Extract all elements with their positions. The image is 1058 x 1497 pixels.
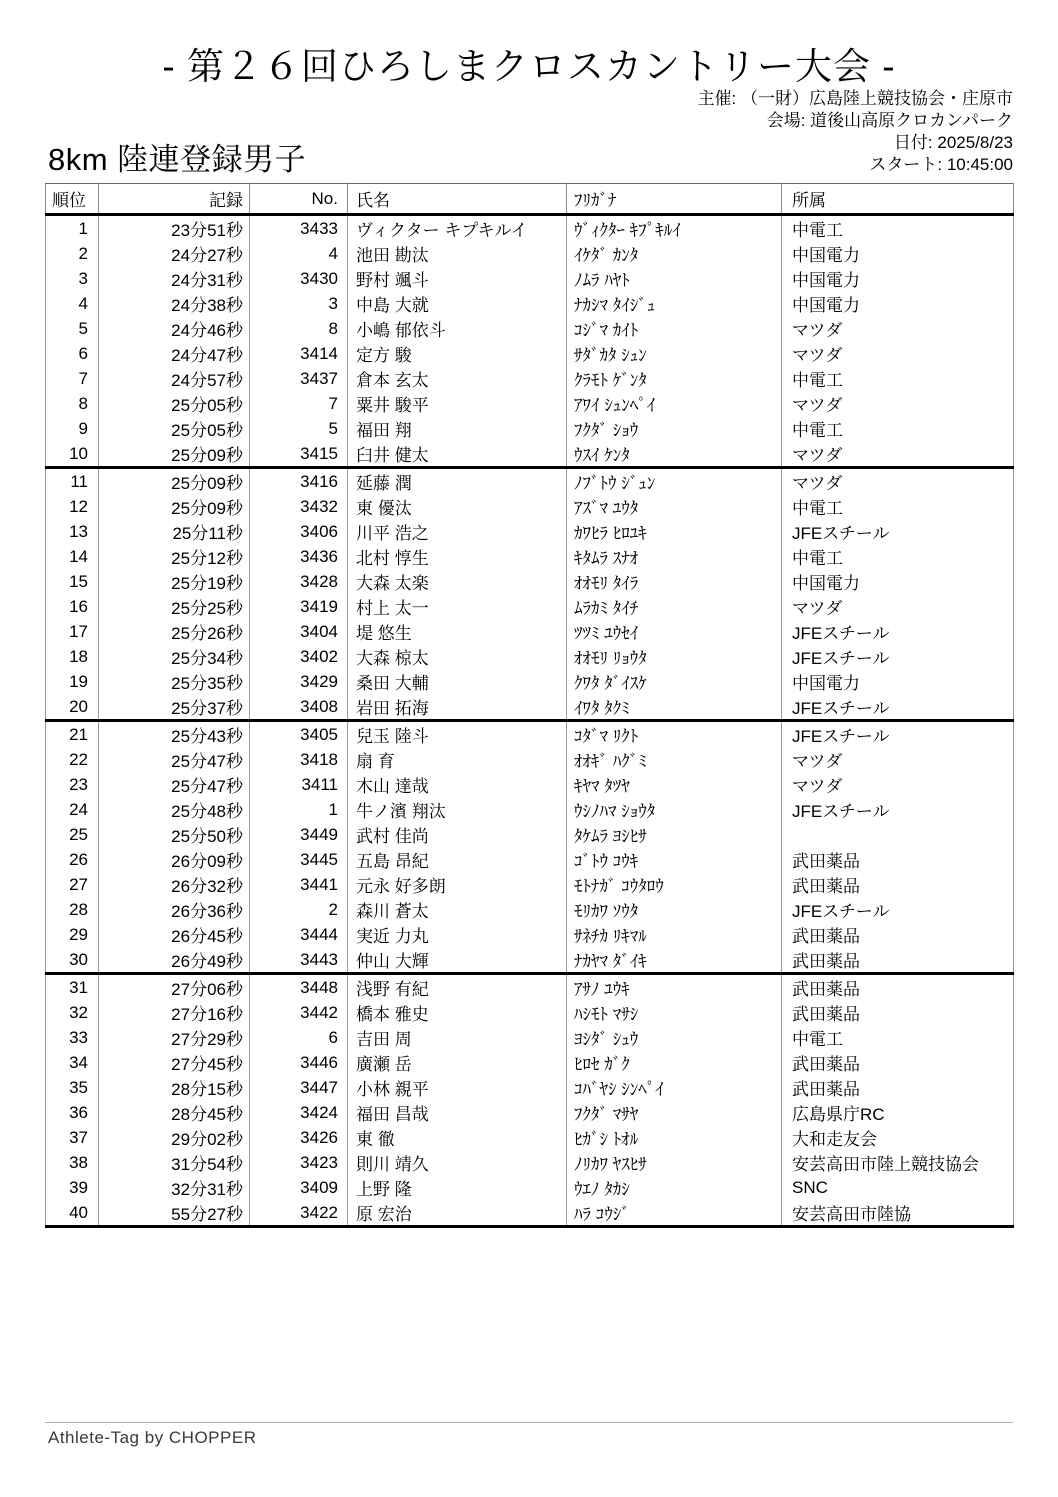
table-row xyxy=(46,619,1014,644)
affiliation-cell xyxy=(782,822,1014,847)
table-row xyxy=(46,441,1014,468)
record-cell: 28分45秒 xyxy=(99,1100,250,1125)
record-cell: 24分47秒 xyxy=(99,341,250,366)
furigana-cell: ｵｵｷﾞ ﾊｸﾞﾐ xyxy=(567,747,782,772)
affiliation-cell: 中電工 xyxy=(782,544,1014,569)
table-row xyxy=(46,366,1014,391)
bib-no-cell: 3428 xyxy=(250,569,348,594)
bib-no-cell: 3423 xyxy=(250,1150,348,1175)
affiliation-cell: マツダ xyxy=(782,468,1014,495)
affiliation-cell: マツダ xyxy=(782,441,1014,468)
affiliation-cell: マツダ xyxy=(782,772,1014,797)
record-cell: 27分29秒 xyxy=(99,1025,250,1050)
record-cell: 25分25秒 xyxy=(99,594,250,619)
record-cell: 25分12秒 xyxy=(99,544,250,569)
furigana-cell: ｱｽﾞﾏ ﾕｳﾀ xyxy=(567,494,782,519)
name-cell: 元永 好多朗 xyxy=(348,872,567,897)
footer-divider xyxy=(45,1422,1013,1423)
col-header-record: 記録 xyxy=(99,184,250,215)
bib-no-cell: 3402 xyxy=(250,644,348,669)
rank-cell: 6 xyxy=(46,341,99,366)
name-cell: 吉田 周 xyxy=(348,1025,567,1050)
affiliation-cell: 中国電力 xyxy=(782,569,1014,594)
record-cell: 26分49秒 xyxy=(99,947,250,974)
table-row xyxy=(46,416,1014,441)
furigana-cell: ﾋﾛｾ ｶﾞｸ xyxy=(567,1050,782,1075)
name-cell: 大森 椋太 xyxy=(348,644,567,669)
affiliation-cell: 武田薬品 xyxy=(782,847,1014,872)
name-cell: 堤 悠生 xyxy=(348,619,567,644)
name-cell: 則川 靖久 xyxy=(348,1150,567,1175)
rank-cell: 29 xyxy=(46,922,99,947)
table-row xyxy=(46,974,1014,1001)
name-cell: 武村 佳尚 xyxy=(348,822,567,847)
furigana-cell: ｳｴﾉ ﾀｶｼ xyxy=(567,1175,782,1200)
furigana-cell: ﾂﾂﾐ ﾕｳｾｲ xyxy=(567,619,782,644)
table-header-row xyxy=(46,184,1014,215)
name-cell: 池田 勘汰 xyxy=(348,241,567,266)
furigana-cell: ｳｽｲ ｹﾝﾀ xyxy=(567,441,782,468)
col-header-rank: 順位 xyxy=(46,184,99,215)
furigana-cell: ﾉﾘｶﾜ ﾔｽﾋｻ xyxy=(567,1150,782,1175)
furigana-cell: ｷﾀﾑﾗ ｽﾅｵ xyxy=(567,544,782,569)
event-date: 日付: 2025/8/23 xyxy=(893,133,1013,152)
table-row xyxy=(46,594,1014,619)
bib-no-cell: 3430 xyxy=(250,266,348,291)
table-row xyxy=(46,569,1014,594)
table-row xyxy=(46,494,1014,519)
furigana-cell: ｸﾗﾓﾄ ｹﾞﾝﾀ xyxy=(567,366,782,391)
bib-no-cell: 3433 xyxy=(250,215,348,242)
furigana-cell: ｳﾞｨｸﾀｰ ｷﾌﾟｷﾙｲ xyxy=(567,215,782,242)
table-row xyxy=(46,1200,1014,1227)
furigana-cell: ﾓﾘｶﾜ ｿｳﾀ xyxy=(567,897,782,922)
furigana-cell: ﾅｶﾔﾏ ﾀﾞｲｷ xyxy=(567,947,782,974)
table-row xyxy=(46,1100,1014,1125)
table-row xyxy=(46,1125,1014,1150)
table-row xyxy=(46,1000,1014,1025)
bib-no-cell: 3418 xyxy=(250,747,348,772)
record-cell: 25分09秒 xyxy=(99,494,250,519)
record-cell: 27分45秒 xyxy=(99,1050,250,1075)
rank-cell: 36 xyxy=(46,1100,99,1125)
table-row xyxy=(46,1075,1014,1100)
bib-no-cell: 3422 xyxy=(250,1200,348,1227)
record-cell: 29分02秒 xyxy=(99,1125,250,1150)
table-row xyxy=(46,669,1014,694)
affiliation-cell: 武田薬品 xyxy=(782,1050,1014,1075)
table-row xyxy=(46,922,1014,947)
bib-no-cell: 3443 xyxy=(250,947,348,974)
record-cell: 31分54秒 xyxy=(99,1150,250,1175)
table-row xyxy=(46,341,1014,366)
table-row xyxy=(46,897,1014,922)
affiliation-cell: JFEスチール xyxy=(782,694,1014,721)
table-row xyxy=(46,1025,1014,1050)
bib-no-cell: 3424 xyxy=(250,1100,348,1125)
bib-no-cell: 3444 xyxy=(250,922,348,947)
furigana-cell: ｱﾜｲ ｼｭﾝﾍﾟｲ xyxy=(567,391,782,416)
record-cell: 25分47秒 xyxy=(99,747,250,772)
table-row xyxy=(46,747,1014,772)
name-cell: 延藤 潤 xyxy=(348,468,567,495)
table-row xyxy=(46,316,1014,341)
affiliation-cell: 中国電力 xyxy=(782,241,1014,266)
affiliation-cell: マツダ xyxy=(782,594,1014,619)
rank-cell: 16 xyxy=(46,594,99,619)
name-cell: 倉本 玄太 xyxy=(348,366,567,391)
affiliation-cell: 中電工 xyxy=(782,215,1014,242)
name-cell: 東 徹 xyxy=(348,1125,567,1150)
rank-cell: 34 xyxy=(46,1050,99,1075)
bib-no-cell: 3441 xyxy=(250,872,348,897)
bib-no-cell: 8 xyxy=(250,316,348,341)
affiliation-cell: 安芸高田市陸上競技協会 xyxy=(782,1150,1014,1175)
furigana-cell: ﾑﾗｶﾐ ﾀｲﾁ xyxy=(567,594,782,619)
rank-cell: 17 xyxy=(46,619,99,644)
affiliation-cell: マツダ xyxy=(782,341,1014,366)
bib-no-cell: 3437 xyxy=(250,366,348,391)
record-cell: 25分05秒 xyxy=(99,416,250,441)
rank-cell: 13 xyxy=(46,519,99,544)
furigana-cell: ﾉﾌﾞﾄｳ ｼﾞｭﾝ xyxy=(567,468,782,495)
bib-no-cell: 3432 xyxy=(250,494,348,519)
furigana-cell: ﾌｸﾀﾞ ｼｮｳ xyxy=(567,416,782,441)
bib-no-cell: 3448 xyxy=(250,974,348,1001)
affiliation-cell: 中電工 xyxy=(782,366,1014,391)
table-row xyxy=(46,291,1014,316)
name-cell: 小林 親平 xyxy=(348,1075,567,1100)
bib-no-cell: 3446 xyxy=(250,1050,348,1075)
col-header-affiliation: 所属 xyxy=(782,184,1014,215)
affiliation-cell: SNC xyxy=(782,1175,1014,1200)
name-cell: 扇 育 xyxy=(348,747,567,772)
furigana-cell: ｺｼﾞﾏ ｶｲﾄ xyxy=(567,316,782,341)
table-row xyxy=(46,1150,1014,1175)
bib-no-cell: 3442 xyxy=(250,1000,348,1025)
affiliation-cell: 大和走友会 xyxy=(782,1125,1014,1150)
rank-cell: 3 xyxy=(46,266,99,291)
rank-cell: 14 xyxy=(46,544,99,569)
table-row xyxy=(46,266,1014,291)
affiliation-cell: マツダ xyxy=(782,747,1014,772)
col-header-name: 氏名 xyxy=(348,184,567,215)
table-row xyxy=(46,772,1014,797)
name-cell: 粟井 駿平 xyxy=(348,391,567,416)
event-organizer: 主催: （一財）広島陸上競技協会・庄原市 xyxy=(697,89,1013,108)
table-row xyxy=(46,644,1014,669)
name-cell: 村上 太一 xyxy=(348,594,567,619)
record-cell: 24分38秒 xyxy=(99,291,250,316)
affiliation-cell: JFEスチール xyxy=(782,519,1014,544)
furigana-cell: ｲﾜﾀ ﾀｸﾐ xyxy=(567,694,782,721)
affiliation-cell: 武田薬品 xyxy=(782,1075,1014,1100)
furigana-cell: ﾊｼﾓﾄ ﾏｻｼ xyxy=(567,1000,782,1025)
furigana-cell: ﾊﾗ ｺｳｼﾞ xyxy=(567,1200,782,1227)
rank-cell: 8 xyxy=(46,391,99,416)
bib-no-cell: 3 xyxy=(250,291,348,316)
rank-cell: 18 xyxy=(46,644,99,669)
results-body xyxy=(46,215,1014,1227)
event-start-time: スタート: 10:45:00 xyxy=(869,155,1013,174)
affiliation-cell: 武田薬品 xyxy=(782,974,1014,1001)
bib-no-cell: 1 xyxy=(250,797,348,822)
rank-cell: 22 xyxy=(46,747,99,772)
affiliation-cell: JFEスチール xyxy=(782,619,1014,644)
bib-no-cell: 7 xyxy=(250,391,348,416)
bib-no-cell: 3406 xyxy=(250,519,348,544)
record-cell: 24分57秒 xyxy=(99,366,250,391)
rank-cell: 23 xyxy=(46,772,99,797)
race-section-title: 8km 陸連登録男子 xyxy=(48,142,307,177)
name-cell: 川平 浩之 xyxy=(348,519,567,544)
bib-no-cell: 6 xyxy=(250,1025,348,1050)
name-cell: 東 優汰 xyxy=(348,494,567,519)
rank-cell: 20 xyxy=(46,694,99,721)
name-cell: 臼井 健太 xyxy=(348,441,567,468)
affiliation-cell: JFEスチール xyxy=(782,797,1014,822)
affiliation-cell: 中国電力 xyxy=(782,266,1014,291)
rank-cell: 10 xyxy=(46,441,99,468)
table-row xyxy=(46,1175,1014,1200)
affiliation-cell: 安芸高田市陸協 xyxy=(782,1200,1014,1227)
rank-cell: 26 xyxy=(46,847,99,872)
bib-no-cell: 3436 xyxy=(250,544,348,569)
record-cell: 25分26秒 xyxy=(99,619,250,644)
bib-no-cell: 3409 xyxy=(250,1175,348,1200)
table-row xyxy=(46,847,1014,872)
record-cell: 28分15秒 xyxy=(99,1075,250,1100)
table-row xyxy=(46,797,1014,822)
furigana-cell: ﾖｼﾀﾞ ｼｭｳ xyxy=(567,1025,782,1050)
affiliation-cell: JFEスチール xyxy=(782,721,1014,748)
record-cell: 26分09秒 xyxy=(99,847,250,872)
record-cell: 25分37秒 xyxy=(99,694,250,721)
name-cell: 定方 駿 xyxy=(348,341,567,366)
record-cell: 25分43秒 xyxy=(99,721,250,748)
record-cell: 25分35秒 xyxy=(99,669,250,694)
name-cell: 福田 翔 xyxy=(348,416,567,441)
table-row xyxy=(46,215,1014,242)
bib-no-cell: 3416 xyxy=(250,468,348,495)
record-cell: 25分09秒 xyxy=(99,468,250,495)
rank-cell: 11 xyxy=(46,468,99,495)
affiliation-cell: マツダ xyxy=(782,316,1014,341)
name-cell: 五島 昂紀 xyxy=(348,847,567,872)
record-cell: 24分46秒 xyxy=(99,316,250,341)
bib-no-cell: 3408 xyxy=(250,694,348,721)
affiliation-cell: 武田薬品 xyxy=(782,922,1014,947)
affiliation-cell: 中電工 xyxy=(782,416,1014,441)
record-cell: 27分16秒 xyxy=(99,1000,250,1025)
name-cell: 福田 昌哉 xyxy=(348,1100,567,1125)
affiliation-cell: 中国電力 xyxy=(782,291,1014,316)
record-cell: 26分32秒 xyxy=(99,872,250,897)
record-cell: 25分34秒 xyxy=(99,644,250,669)
record-cell: 25分09秒 xyxy=(99,441,250,468)
table-row xyxy=(46,1050,1014,1075)
rank-cell: 25 xyxy=(46,822,99,847)
rank-cell: 27 xyxy=(46,872,99,897)
name-cell: 兒玉 陸斗 xyxy=(348,721,567,748)
furigana-cell: ｶﾜﾋﾗ ﾋﾛﾕｷ xyxy=(567,519,782,544)
rank-cell: 38 xyxy=(46,1150,99,1175)
name-cell: 廣瀬 岳 xyxy=(348,1050,567,1075)
record-cell: 23分51秒 xyxy=(99,215,250,242)
affiliation-cell: JFEスチール xyxy=(782,897,1014,922)
table-row xyxy=(46,468,1014,495)
table-row xyxy=(46,694,1014,721)
table-row xyxy=(46,947,1014,974)
name-cell: 実近 力丸 xyxy=(348,922,567,947)
rank-cell: 1 xyxy=(46,215,99,242)
rank-cell: 12 xyxy=(46,494,99,519)
bib-no-cell: 3445 xyxy=(250,847,348,872)
furigana-cell: ﾌｸﾀﾞ ﾏｻﾔ xyxy=(567,1100,782,1125)
rank-cell: 32 xyxy=(46,1000,99,1025)
record-cell: 26分45秒 xyxy=(99,922,250,947)
table-row xyxy=(46,391,1014,416)
furigana-cell: ｻﾀﾞｶﾀ ｼｭﾝ xyxy=(567,341,782,366)
name-cell: 原 宏治 xyxy=(348,1200,567,1227)
rank-cell: 7 xyxy=(46,366,99,391)
rank-cell: 21 xyxy=(46,721,99,748)
table-row xyxy=(46,872,1014,897)
record-cell: 24分31秒 xyxy=(99,266,250,291)
rank-cell: 15 xyxy=(46,569,99,594)
bib-no-cell: 3414 xyxy=(250,341,348,366)
table-row xyxy=(46,241,1014,266)
bib-no-cell: 3449 xyxy=(250,822,348,847)
name-cell: 浅野 有紀 xyxy=(348,974,567,1001)
affiliation-cell: 中電工 xyxy=(782,494,1014,519)
bib-no-cell: 5 xyxy=(250,416,348,441)
furigana-cell: ｺﾊﾞﾔｼ ｼﾝﾍﾟｲ xyxy=(567,1075,782,1100)
col-header-bib-no: No. xyxy=(250,184,348,215)
rank-cell: 9 xyxy=(46,416,99,441)
furigana-cell: ﾅｶｼﾏ ﾀｲｼﾞｭ xyxy=(567,291,782,316)
furigana-cell: ｻﾈﾁｶ ﾘｷﾏﾙ xyxy=(567,922,782,947)
furigana-cell: ｵｵﾓﾘ ﾘｮｳﾀ xyxy=(567,644,782,669)
rank-cell: 40 xyxy=(46,1200,99,1227)
bib-no-cell: 3426 xyxy=(250,1125,348,1150)
record-cell: 55分27秒 xyxy=(99,1200,250,1227)
rank-cell: 19 xyxy=(46,669,99,694)
record-cell: 25分11秒 xyxy=(99,519,250,544)
bib-no-cell: 4 xyxy=(250,241,348,266)
affiliation-cell: 武田薬品 xyxy=(782,947,1014,974)
bib-no-cell: 3411 xyxy=(250,772,348,797)
col-header-furigana: ﾌﾘｶﾞﾅ xyxy=(567,184,782,215)
furigana-cell: ﾀｹﾑﾗ ﾖｼﾋｻ xyxy=(567,822,782,847)
bib-no-cell: 2 xyxy=(250,897,348,922)
rank-cell: 28 xyxy=(46,897,99,922)
rank-cell: 5 xyxy=(46,316,99,341)
name-cell: 中島 大就 xyxy=(348,291,567,316)
rank-cell: 37 xyxy=(46,1125,99,1150)
affiliation-cell: マツダ xyxy=(782,391,1014,416)
furigana-cell: ｵｵﾓﾘ ﾀｲﾗ xyxy=(567,569,782,594)
rank-cell: 2 xyxy=(46,241,99,266)
furigana-cell: ｺﾞﾄｳ ｺｳｷ xyxy=(567,847,782,872)
record-cell: 27分06秒 xyxy=(99,974,250,1001)
affiliation-cell: JFEスチール xyxy=(782,644,1014,669)
furigana-cell: ｱｻﾉ ﾕｳｷ xyxy=(567,974,782,1001)
page-title: - 第２６回ひろしまクロスカントリー大会 - xyxy=(162,46,896,87)
furigana-cell: ｳｼﾉﾊﾏ ｼｮｳﾀ xyxy=(567,797,782,822)
furigana-cell: ﾋｶﾞｼ ﾄｵﾙ xyxy=(567,1125,782,1150)
event-info xyxy=(698,88,1013,176)
name-cell: 木山 達哉 xyxy=(348,772,567,797)
record-cell: 26分36秒 xyxy=(99,897,250,922)
record-cell: 25分47秒 xyxy=(99,772,250,797)
record-cell: 25分48秒 xyxy=(99,797,250,822)
rank-cell: 33 xyxy=(46,1025,99,1050)
furigana-cell: ｷﾔﾏ ﾀﾂﾔ xyxy=(567,772,782,797)
record-cell: 32分31秒 xyxy=(99,1175,250,1200)
name-cell: 上野 隆 xyxy=(348,1175,567,1200)
name-cell: 桑田 大輔 xyxy=(348,669,567,694)
name-cell: ヴィクター キプキルイ xyxy=(348,215,567,242)
furigana-cell: ﾓﾄﾅｶﾞ ｺｳﾀﾛｳ xyxy=(567,872,782,897)
bib-no-cell: 3405 xyxy=(250,721,348,748)
rank-cell: 24 xyxy=(46,797,99,822)
record-cell: 25分19秒 xyxy=(99,569,250,594)
rank-cell: 31 xyxy=(46,974,99,1001)
name-cell: 岩田 拓海 xyxy=(348,694,567,721)
furigana-cell: ﾉﾑﾗ ﾊﾔﾄ xyxy=(567,266,782,291)
bib-no-cell: 3429 xyxy=(250,669,348,694)
record-cell: 25分05秒 xyxy=(99,391,250,416)
affiliation-cell: 広島県庁RC xyxy=(782,1100,1014,1125)
table-row xyxy=(46,721,1014,748)
name-cell: 北村 惇生 xyxy=(348,544,567,569)
table-row xyxy=(46,519,1014,544)
name-cell: 森川 蒼太 xyxy=(348,897,567,922)
rank-cell: 4 xyxy=(46,291,99,316)
table-row xyxy=(46,544,1014,569)
bib-no-cell: 3404 xyxy=(250,619,348,644)
event-venue: 会場: 道後山高原クロカンパーク xyxy=(766,111,1013,130)
bib-no-cell: 3415 xyxy=(250,441,348,468)
affiliation-cell: 中電工 xyxy=(782,1025,1014,1050)
affiliation-cell: 武田薬品 xyxy=(782,1000,1014,1025)
name-cell: 仲山 大輝 xyxy=(348,947,567,974)
rank-cell: 35 xyxy=(46,1075,99,1100)
name-cell: 牛ノ濱 翔汰 xyxy=(348,797,567,822)
name-cell: 小嶋 郁依斗 xyxy=(348,316,567,341)
furigana-cell: ｲｹﾀﾞ ｶﾝﾀ xyxy=(567,241,782,266)
bib-no-cell: 3419 xyxy=(250,594,348,619)
results-table xyxy=(45,183,1014,1228)
furigana-cell: ｸﾜﾀ ﾀﾞｲｽｹ xyxy=(567,669,782,694)
bib-no-cell: 3447 xyxy=(250,1075,348,1100)
name-cell: 橋本 雅史 xyxy=(348,1000,567,1025)
name-cell: 大森 太楽 xyxy=(348,569,567,594)
table-row xyxy=(46,822,1014,847)
affiliation-cell: 武田薬品 xyxy=(782,872,1014,897)
rank-cell: 39 xyxy=(46,1175,99,1200)
furigana-cell: ｺﾀﾞﾏ ﾘｸﾄ xyxy=(567,721,782,748)
record-cell: 24分27秒 xyxy=(99,241,250,266)
rank-cell: 30 xyxy=(46,947,99,974)
affiliation-cell: 中国電力 xyxy=(782,669,1014,694)
footer-credit: Athlete-Tag by CHOPPER xyxy=(48,1428,257,1447)
name-cell: 野村 颯斗 xyxy=(348,266,567,291)
record-cell: 25分50秒 xyxy=(99,822,250,847)
